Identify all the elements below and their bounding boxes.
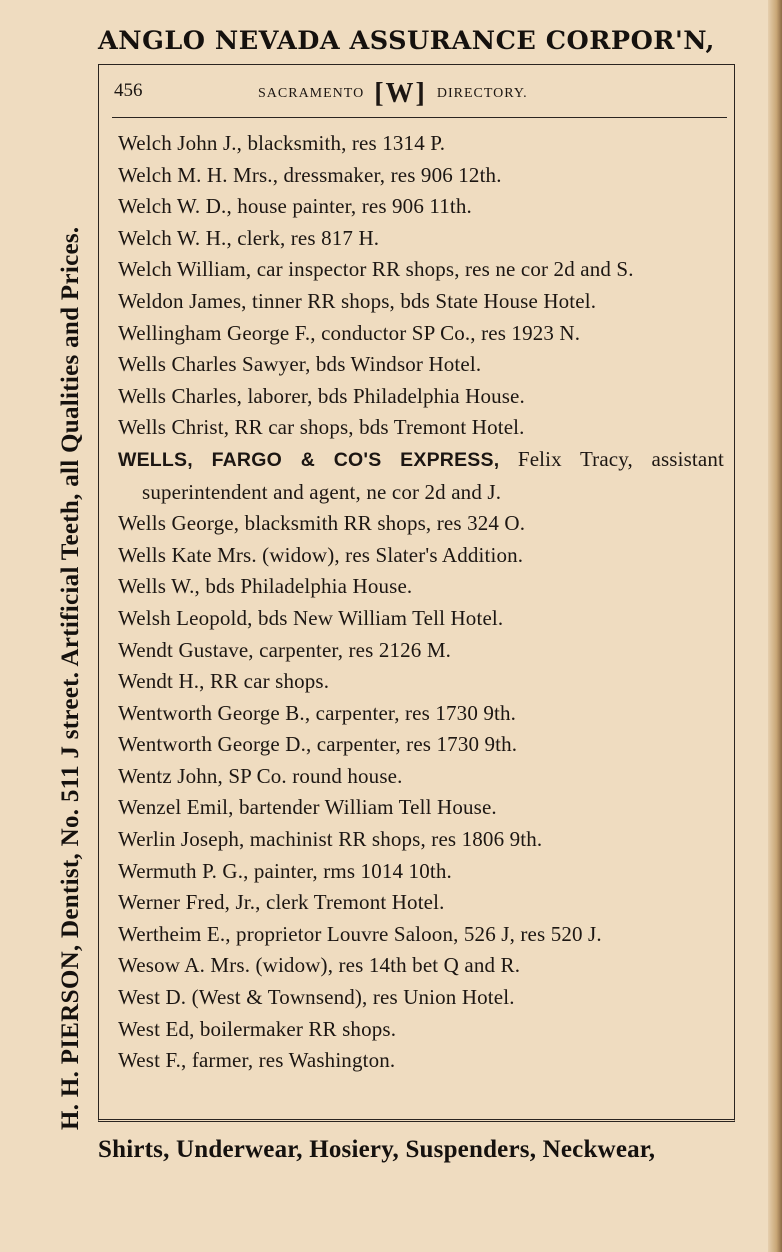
directory-entry (118, 856, 724, 888)
directory-entry (118, 792, 724, 824)
page-edge (768, 0, 782, 1252)
entry-text: Welch William, car inspector RR shops, res ne cor 2d and S. (118, 257, 634, 282)
directory-entries (118, 128, 724, 1077)
entry-text: Wesow A. Mrs. (widow), res 14th bet Q and R. (118, 953, 521, 978)
directory-entry (118, 540, 724, 572)
directory-entry (118, 223, 724, 255)
footer-advertisement: Shirts, Underwear, Hosiery, Suspenders, Neckwear, (98, 1136, 656, 1163)
entry-text: Werner Fred, Jr., clerk Tremont Hotel. (118, 890, 445, 915)
directory-entry (118, 412, 724, 444)
entry-text: Werlin Joseph, machinist RR shops, res 1806 9th. (118, 827, 543, 852)
side-advertisement: H. H. PIERSON, Dentist, No. 511 J street. Artificial Teeth, all Qualities and Prices. (57, 226, 84, 1130)
entry-text: Welch M. H. Mrs., dressmaker, res 906 12th. (118, 162, 502, 187)
directory-entry (118, 349, 724, 381)
directory-entry (118, 603, 724, 635)
directory-entry (118, 887, 724, 919)
directory-entry (118, 160, 724, 192)
directory-entry (118, 254, 724, 286)
entry-text: Wells W., bds Philadelphia House. (118, 574, 413, 599)
directory-entry (118, 1014, 724, 1046)
entry-text: Wells George, blacksmith RR shops, res 324 O. (118, 511, 526, 536)
directory-entry (118, 318, 724, 350)
entry-text: Wellingham George F., conductor SP Co., res 1923 N. (118, 320, 581, 345)
header-rule (112, 117, 727, 118)
entry-text: Wentworth George D., carpenter, res 1730 9th. (118, 732, 518, 757)
entry-text: West Ed, boilermaker RR shops. (118, 1016, 397, 1041)
running-head-word: DIRECTORY. (436, 86, 528, 101)
directory-entry (118, 761, 724, 793)
running-head-letter: [W] (374, 78, 427, 109)
entry-firm-name: WELLS, FARGO & CO'S EXPRESS, (118, 448, 500, 471)
directory-entry (118, 444, 724, 508)
entry-text: Welsh Leopold, bds New William Tell Hotel. (118, 605, 504, 630)
directory-entry (118, 191, 724, 223)
header-advertisement: ANGLO NEVADA ASSURANCE CORPOR'N, (98, 26, 715, 56)
entry-text: Wendt Gustave, carpenter, res 2126 M. (118, 637, 452, 662)
entry-text: Welch W. H., clerk, res 817 H. (118, 225, 380, 250)
directory-entry (118, 508, 724, 540)
entry-text: Welch John J., blacksmith, res 1314 P. (118, 131, 446, 155)
entry-text: Welch W. D., house painter, res 906 11th. (118, 194, 472, 219)
entry-text: Wentz John, SP Co. round house. (118, 763, 403, 788)
entry-text: Wenzel Emil, bartender William Tell House. (118, 795, 497, 820)
entry-text: Weldon James, tinner RR shops, bds State House Hotel. (118, 288, 597, 313)
directory-entry (118, 698, 724, 730)
entry-text: Wells Kate Mrs. (widow), res Slater's Addition. (118, 542, 524, 567)
entry-text: Wermuth P. G., painter, rms 1014 10th. (118, 858, 452, 883)
entry-text: Wendt H., RR car shops. (118, 669, 330, 694)
directory-entry (118, 571, 724, 603)
running-head-city: SACRAMENTO (258, 86, 365, 101)
entry-text: Felix Tracy, assistant superintendent and agent, ne cor 2d and J. (142, 446, 724, 504)
directory-entry (118, 729, 724, 761)
entry-text: Wells Charles, laborer, bds Philadelphia House. (118, 383, 525, 408)
entry-text: Wentworth George B., carpenter, res 1730 9th. (118, 700, 517, 725)
entry-text: West F., farmer, res Washington. (118, 1048, 396, 1073)
directory-entry (118, 982, 724, 1014)
directory-entry (118, 950, 724, 982)
directory-entry (118, 919, 724, 951)
directory-entry (118, 635, 724, 667)
directory-entry (118, 286, 724, 318)
page-number: 456 (114, 80, 143, 101)
directory-entry (118, 128, 724, 160)
running-head (112, 78, 730, 108)
entry-text: Wells Christ, RR car shops, bds Tremont Hotel. (118, 415, 525, 440)
directory-entry (118, 824, 724, 856)
entry-text: Wells Charles Sawyer, bds Windsor Hotel. (118, 352, 482, 377)
entry-text: Wertheim E., proprietor Louvre Saloon, 526 J, res 520 J. (118, 921, 602, 946)
directory-entry (118, 1045, 724, 1077)
directory-entry (118, 666, 724, 698)
directory-entry (118, 381, 724, 413)
running-head-title (258, 78, 528, 110)
entry-text: West D. (West & Townsend), res Union Hotel. (118, 985, 515, 1010)
